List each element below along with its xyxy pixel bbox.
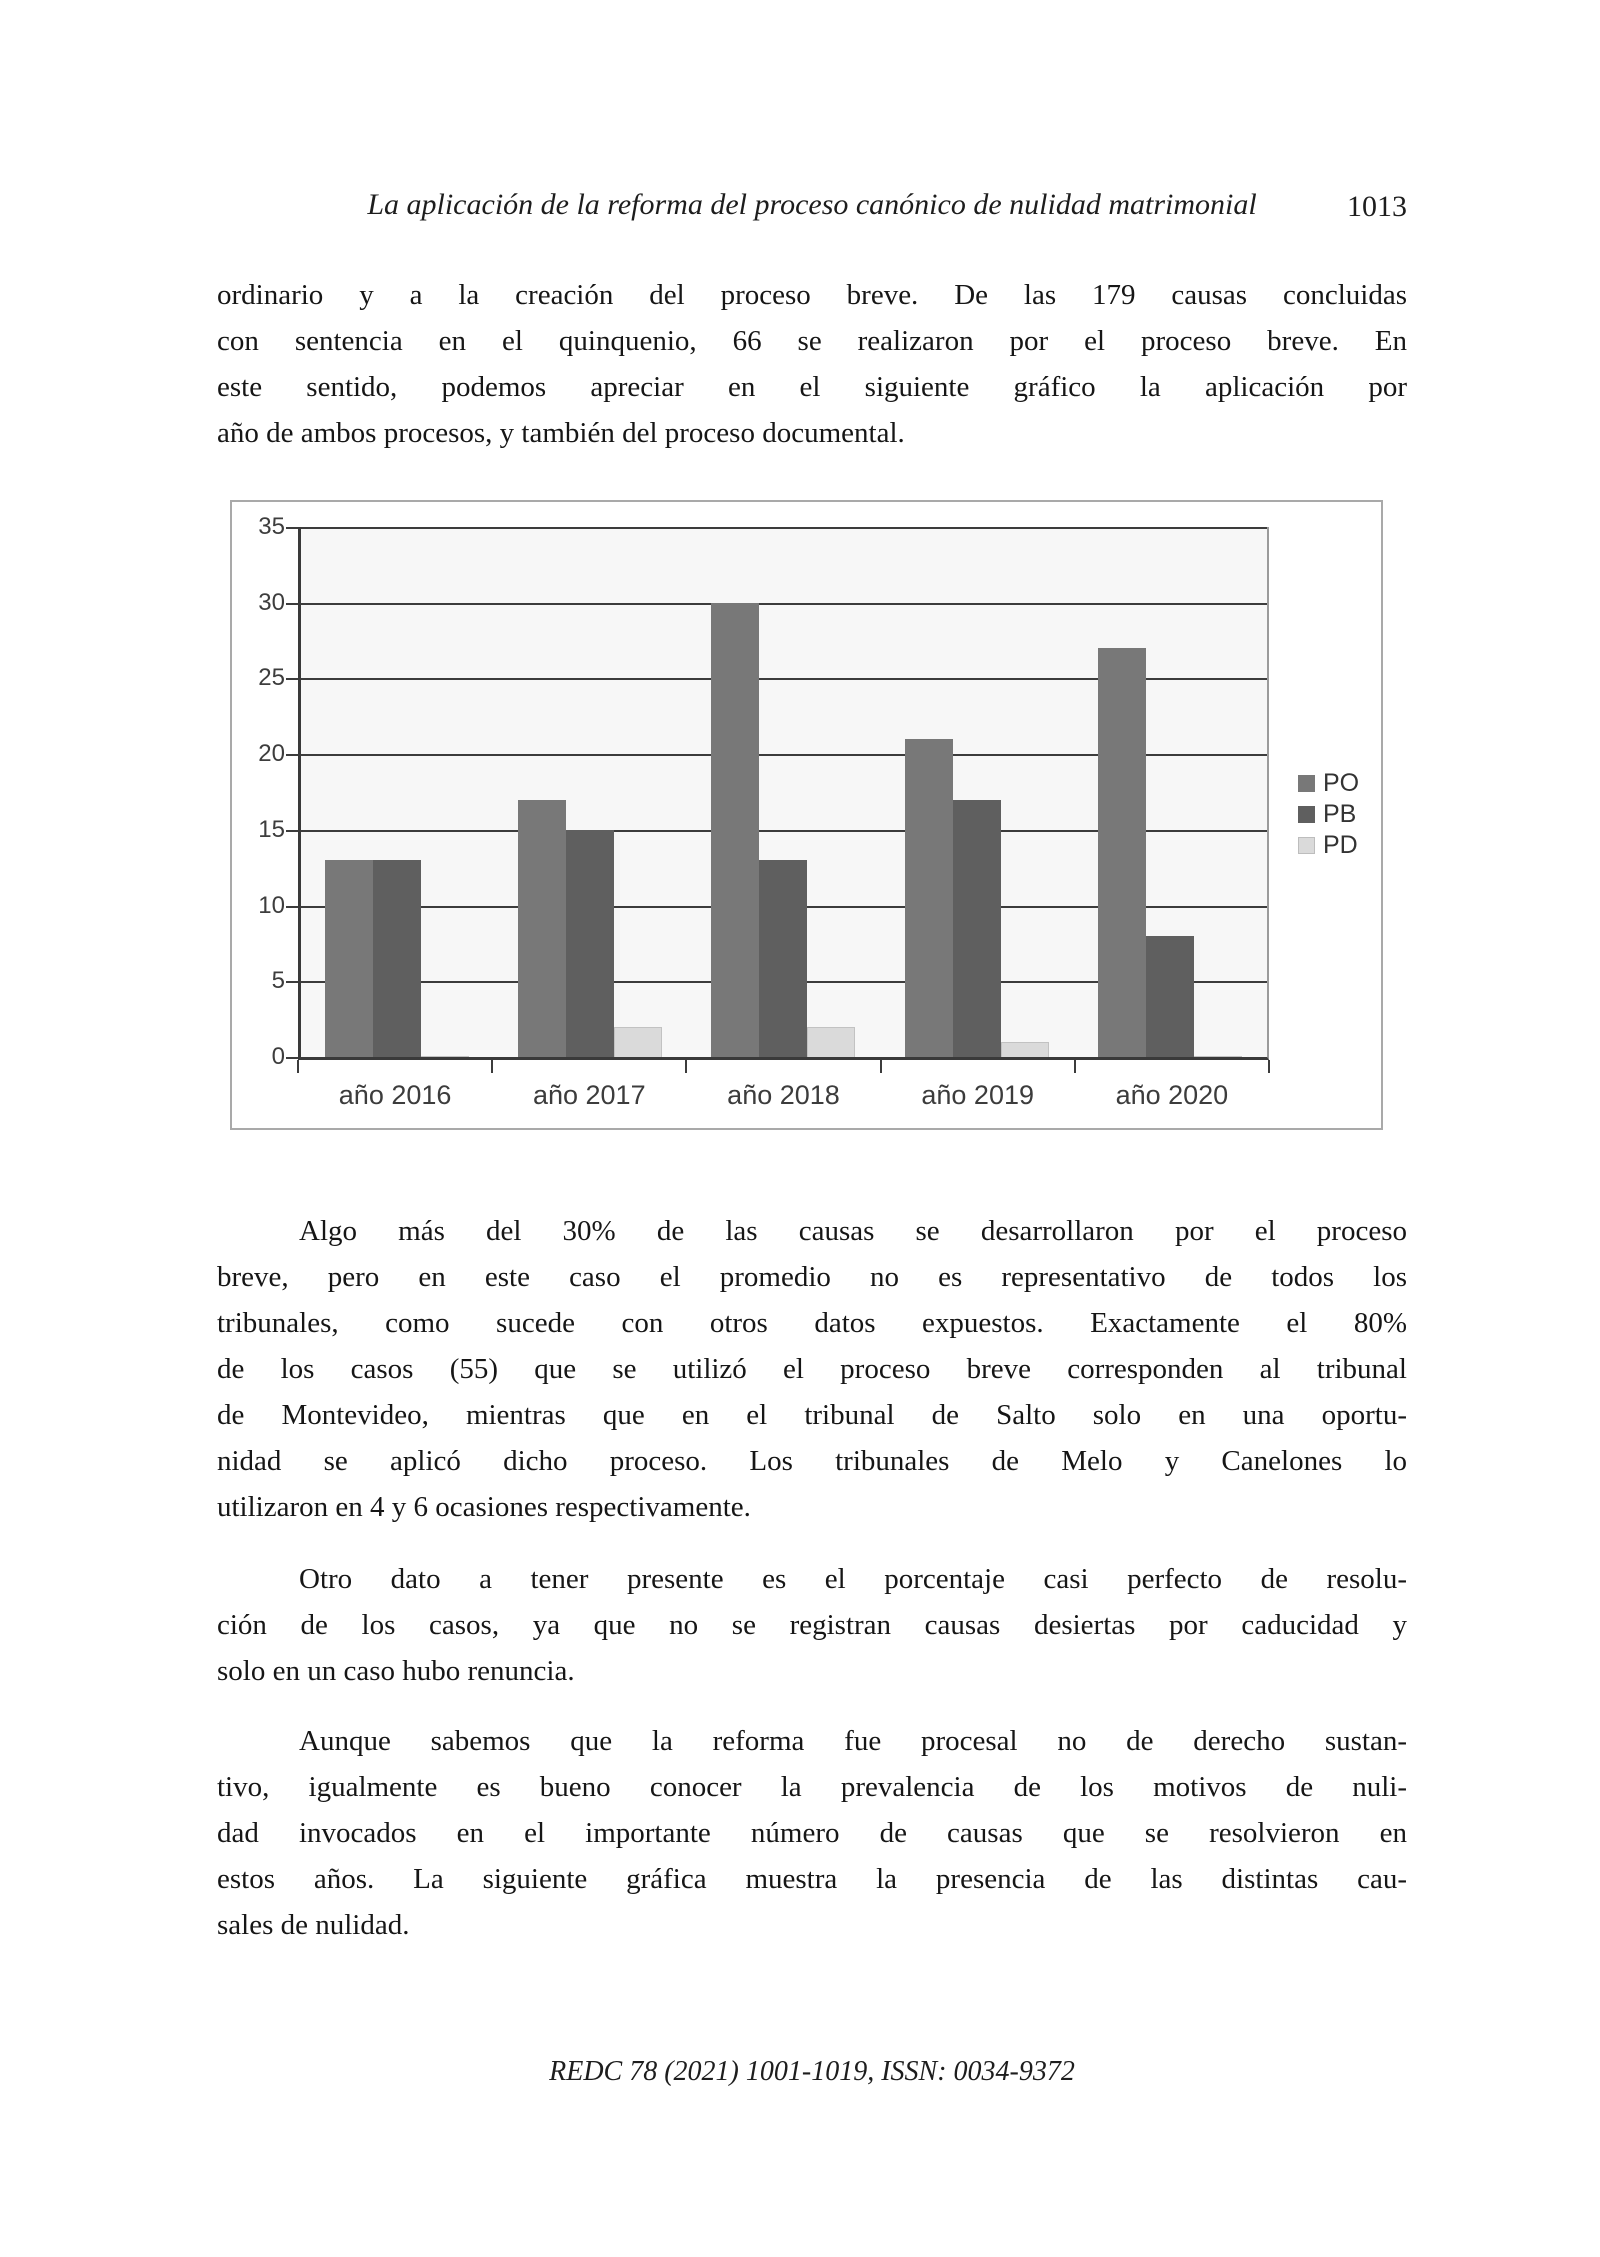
ytick-0 xyxy=(286,1057,298,1059)
journal-citation: REDC 78 (2021) 1001-1019, ISSN: 0034-9372 xyxy=(549,2056,1075,2087)
xtick-label-año-2018: año 2018 xyxy=(727,1080,840,1110)
bar-chart-figure xyxy=(230,500,1383,1130)
ytick-25 xyxy=(286,678,298,680)
bar-PB-año-2017 xyxy=(566,830,614,1057)
legend-swatch-PO xyxy=(1298,775,1315,792)
legend-item-PB xyxy=(1298,800,1359,828)
running-title: La aplicación de la reforma del proceso canónico de nulidad matrimonial xyxy=(367,188,1257,221)
xtick-0 xyxy=(297,1060,299,1073)
legend-swatch-PB xyxy=(1298,806,1315,823)
bar-PO-año-2020 xyxy=(1098,648,1146,1057)
bar-PO-año-2017 xyxy=(518,800,566,1057)
text-line: utilizaron en 4 y 6 ocasiones respectivamente. xyxy=(217,1491,751,1523)
bar-PD-año-2017 xyxy=(614,1027,662,1057)
ytick-label-10: 10 xyxy=(258,891,285,919)
xtick-4 xyxy=(1074,1060,1076,1073)
text-line: Aunque sabemos que la reforma fue procesal no de derecho sustan- xyxy=(299,1725,1407,1757)
bar-PD-año-2019 xyxy=(1001,1042,1049,1057)
ytick-35 xyxy=(286,527,298,529)
paragraph-motivos-nulidad xyxy=(217,1718,1407,1948)
gridline-y-35 xyxy=(301,527,1267,529)
legend-swatch-PD xyxy=(1298,837,1315,854)
legend-item-PO xyxy=(1298,769,1360,797)
text-line: este sentido, podemos apreciar en el siguiente gráfico la aplicación por xyxy=(217,371,1407,403)
paragraph-proceso-breve xyxy=(217,1208,1407,1530)
text-line: nidad se aplicó dicho proceso. Los tribunales de Melo y Canelones lo xyxy=(217,1445,1407,1477)
ytick-label-25: 25 xyxy=(258,664,285,692)
text-line: año de ambos procesos, y también del proceso documental. xyxy=(217,417,905,449)
text-line: tivo, igualmente es bueno conocer la prevalencia de los motivos de nuli- xyxy=(217,1771,1407,1803)
xtick-label-año-2019: año 2019 xyxy=(921,1080,1034,1110)
legend-label-PD: PD xyxy=(1323,831,1358,859)
page-number: 1013 xyxy=(1347,190,1407,223)
xtick-1 xyxy=(491,1060,493,1073)
ytick-label-30: 30 xyxy=(258,588,285,616)
text-line: Otro dato a tener presente es el porcentaje casi perfecto de resolu- xyxy=(299,1563,1407,1595)
legend-label-PO: PO xyxy=(1323,769,1360,797)
bar-PB-año-2018 xyxy=(759,860,807,1057)
chart-legend xyxy=(1298,769,1360,868)
ytick-label-15: 15 xyxy=(258,815,285,843)
ytick-10 xyxy=(286,906,298,908)
text-line: ordinario y a la creación del proceso breve. De las 179 causas concluidas xyxy=(217,279,1407,311)
bar-PB-año-2019 xyxy=(953,800,1001,1057)
text-line: Algo más del 30% de las causas se desarrollaron por el proceso xyxy=(299,1215,1407,1247)
bar-PD-año-2016 xyxy=(421,1056,469,1057)
bar-PB-año-2020 xyxy=(1146,936,1194,1057)
xtick-label-año-2020: año 2020 xyxy=(1115,1080,1229,1110)
bar-PB-año-2016 xyxy=(373,860,421,1057)
ytick-15 xyxy=(286,830,298,832)
text-line: con sentencia en el quinquenio, 66 se realizaron por el proceso breve. En xyxy=(217,325,1407,357)
text-line: de Montevideo, mientras que en el tribunal de Salto solo en una oportu- xyxy=(217,1399,1407,1431)
xtick-2 xyxy=(685,1060,687,1073)
text-line: dad invocados en el importante número de causas que se resolvieron en xyxy=(217,1817,1407,1849)
text-line: de los casos (55) que se utilizó el proceso breve corresponden al tribunal xyxy=(217,1353,1407,1385)
paragraph-resolucion xyxy=(217,1556,1407,1694)
text-line: breve, pero en este caso el promedio no es representativo de todos los xyxy=(217,1261,1407,1293)
chart-plot xyxy=(298,527,1269,1060)
paragraph-intro xyxy=(217,272,1407,456)
ytick-label-20: 20 xyxy=(258,740,285,768)
text-line: sales de nulidad. xyxy=(217,1909,410,1941)
text-line: solo en un caso hubo renuncia. xyxy=(217,1655,575,1687)
text-line: ción de los casos, ya que no se registran causas desiertas por caducidad y xyxy=(217,1609,1407,1641)
ytick-5 xyxy=(286,981,298,983)
chart-y-axis xyxy=(232,513,298,1070)
ytick-label-35: 35 xyxy=(258,513,285,540)
chart-x-axis xyxy=(298,1060,1269,1122)
ytick-label-5: 5 xyxy=(271,967,285,995)
ytick-label-0: 0 xyxy=(271,1043,285,1070)
gridline-y-30 xyxy=(301,603,1267,605)
legend-label-PB: PB xyxy=(1323,800,1357,828)
text-line: tribunales, como sucede con otros datos expuestos. Exactamente el 80% xyxy=(217,1307,1407,1339)
xtick-label-año-2016: año 2016 xyxy=(338,1080,452,1110)
xtick-5 xyxy=(1268,1060,1270,1073)
bar-PD-año-2020 xyxy=(1194,1056,1242,1057)
xtick-label-año-2017: año 2017 xyxy=(532,1080,646,1110)
page-header xyxy=(217,186,1407,230)
xtick-3 xyxy=(880,1060,882,1073)
legend-item-PD xyxy=(1298,831,1359,859)
ytick-20 xyxy=(286,754,298,756)
bar-PO-año-2018 xyxy=(711,603,759,1057)
ytick-30 xyxy=(286,603,298,605)
bar-PO-año-2019 xyxy=(905,739,953,1057)
bar-PD-año-2018 xyxy=(807,1027,855,1057)
text-line: estos años. La siguiente gráfica muestra la presencia de las distintas cau- xyxy=(217,1863,1407,1895)
bar-PO-año-2016 xyxy=(325,860,373,1057)
